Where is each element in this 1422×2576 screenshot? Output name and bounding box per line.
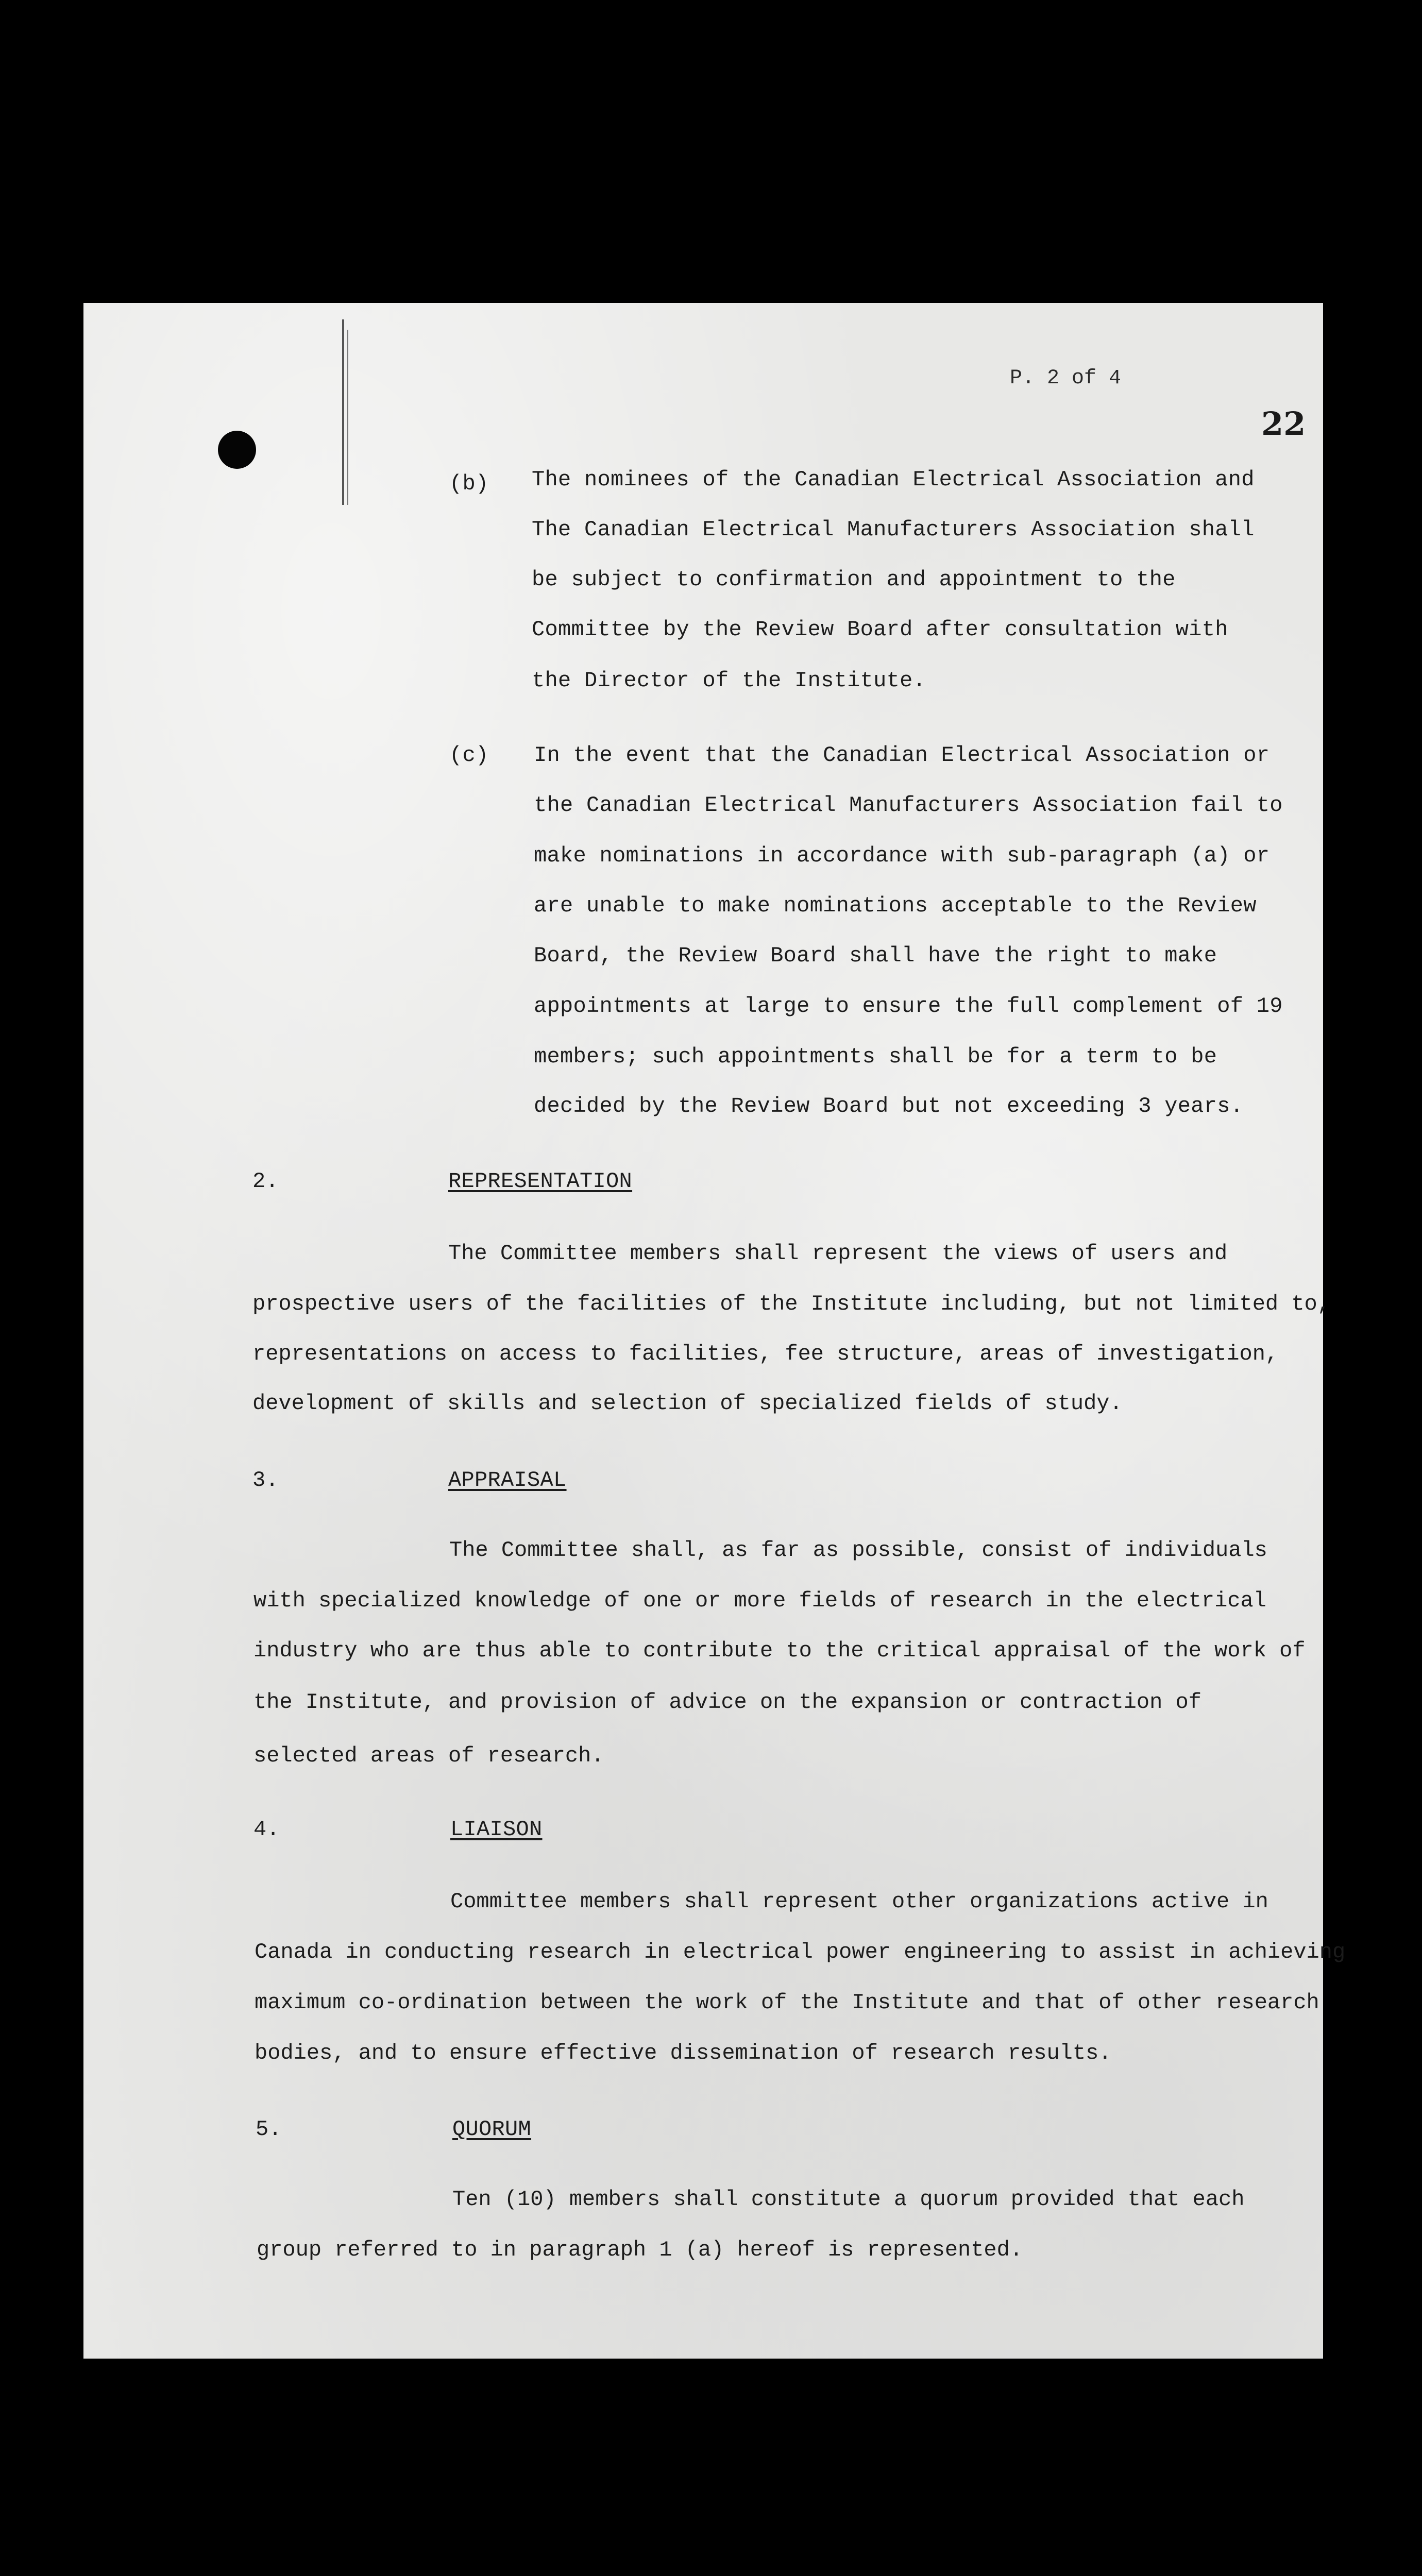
- body-line: The Committee shall, as far as possible, consist of individuals: [449, 1538, 1267, 1563]
- body-line: Committee members shall represent other organizations active in: [450, 1889, 1268, 1914]
- body-line: members; such appointments shall be for a term to be: [534, 1044, 1217, 1069]
- body-line: Board, the Review Board shall have the right to make: [534, 943, 1217, 968]
- section-heading: REPRESENTATION: [448, 1169, 633, 1194]
- body-line: The Canadian Electrical Manufacturers Association shall: [532, 517, 1255, 542]
- body-line: the Institute, and provision of advice on the expansion or contraction of: [253, 1690, 1201, 1715]
- body-line: In the event that the Canadian Electrical Association or: [534, 743, 1270, 768]
- body-line: selected areas of research.: [253, 1743, 604, 1768]
- body-line: representations on access to facilities, fee structure, areas of investigation,: [252, 1342, 1279, 1366]
- body-line: are unable to make nominations acceptable to the Review: [534, 893, 1257, 918]
- body-line: The Committee members shall represent the views of users and: [448, 1241, 1228, 1266]
- section-heading: APPRAISAL: [448, 1468, 567, 1493]
- body-line: appointments at large to ensure the full complement of 19: [534, 994, 1283, 1019]
- subparagraph-label: (b): [449, 471, 489, 496]
- punch-hole: [218, 431, 256, 469]
- body-line: group referred to in paragraph 1 (a) hereof is represented.: [257, 2238, 1023, 2262]
- body-line: be subject to confirmation and appointment to the: [532, 567, 1176, 592]
- section-number: 2.: [252, 1169, 279, 1194]
- margin-mark: [347, 330, 348, 505]
- body-line: Ten (10) members shall constitute a quorum provided that each: [452, 2187, 1245, 2212]
- page-indicator: P. 2 of 4: [1010, 367, 1122, 390]
- body-line: the Canadian Electrical Manufacturers Association fail to: [534, 793, 1283, 818]
- folio-number: 22: [1261, 405, 1306, 443]
- body-line: prospective users of the facilities of the Institute including, but not limited to,: [252, 1292, 1330, 1316]
- body-line: The nominees of the Canadian Electrical Association and: [532, 467, 1255, 492]
- section-number: 3.: [252, 1468, 279, 1493]
- margin-mark: [342, 319, 344, 505]
- section-number: 4.: [253, 1817, 280, 1842]
- body-line: make nominations in accordance with sub-paragraph (a) or: [534, 843, 1270, 868]
- body-line: development of skills and selection of specialized fields of study.: [252, 1391, 1123, 1416]
- section-number: 5.: [256, 2117, 282, 2142]
- body-line: Committee by the Review Board after consultation with: [532, 617, 1228, 642]
- body-line: the Director of the Institute.: [532, 668, 926, 693]
- section-heading: QUORUM: [452, 2117, 532, 2142]
- body-line: decided by the Review Board but not exceeding 3 years.: [534, 1094, 1244, 1118]
- body-line: Canada in conducting research in electrical power engineering to assist in achieving: [255, 1940, 1346, 1964]
- body-line: bodies, and to ensure effective dissemination of research results.: [255, 2041, 1112, 2065]
- body-line: industry who are thus able to contribute to the critical appraisal of the work of: [253, 1638, 1306, 1663]
- body-line: with specialized knowledge of one or more fields of research in the electrical: [253, 1588, 1266, 1613]
- subparagraph-label: (c): [449, 743, 489, 768]
- body-line: maximum co-ordination between the work of the Institute and that of other research: [255, 1990, 1319, 2015]
- section-heading: LIAISON: [450, 1817, 543, 1842]
